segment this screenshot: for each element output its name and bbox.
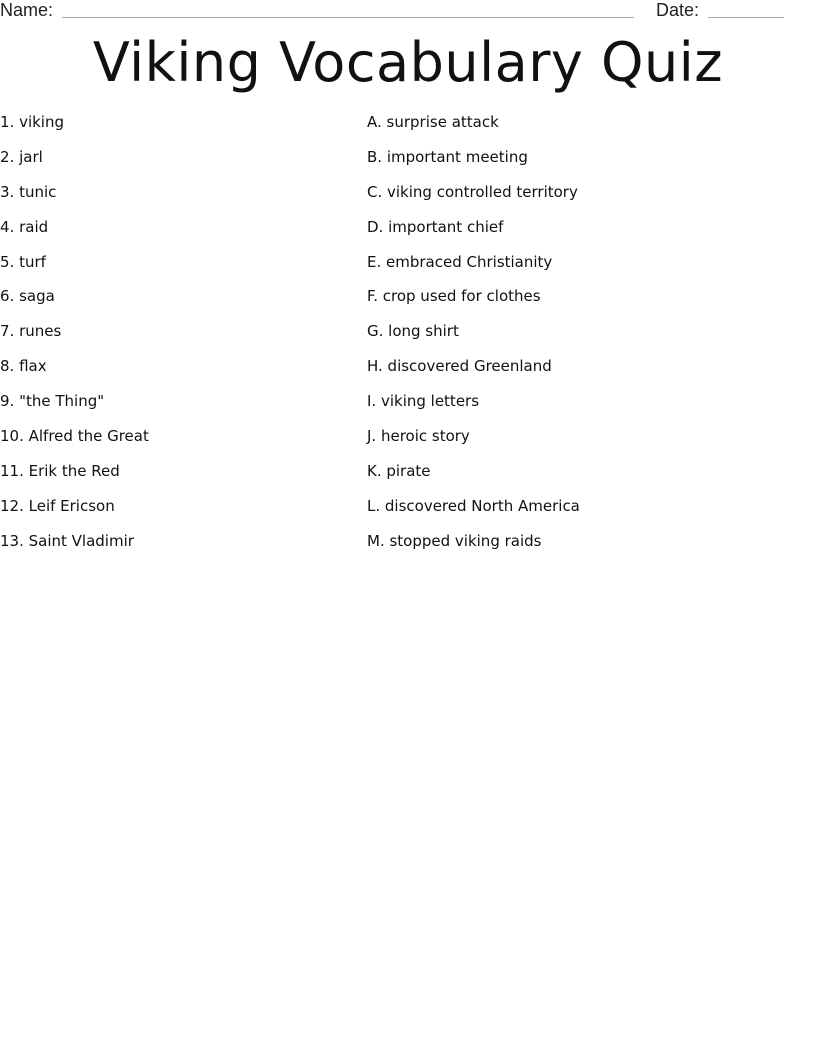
definition-item: E. embraced Christianity [367,252,553,271]
term-item: 8. flax [0,357,47,376]
term-item: 5. turf [0,252,46,271]
definition-item: C. viking controlled territory [367,182,578,201]
definition-item: J. heroic story [367,427,470,446]
definition-item: M. stopped viking raids [367,531,542,550]
definition-item: K. pirate [367,461,431,480]
definition-item: H. discovered Greenland [367,357,552,376]
definition-item: F. crop used for clothes [367,287,541,306]
term-item: 9. "the Thing" [0,392,105,411]
definition-item: G. long shirt [367,322,459,341]
definition-item: D. important chief [367,217,504,236]
term-item: 2. jarl [0,147,43,166]
term-item: 6. saga [0,287,55,306]
definition-item: L. discovered North America [367,496,580,515]
term-item: 11. Erik the Red [0,461,120,480]
term-item: 4. raid [0,217,49,236]
definition-item: I. viking letters [367,392,480,411]
definition-item: A. surprise attack [367,113,499,131]
term-item: 12. Leif Ericson [0,496,115,515]
terms-list [0,111,340,565]
term-item: 3. tunic [0,182,57,201]
definition-item: B. important meeting [367,147,528,166]
name-label: Name: [0,0,54,20]
definitions-list [367,111,807,565]
header-row [0,0,816,24]
page-title: Viking Vocabulary Quiz [92,31,724,94]
term-item: 1. viking [0,113,65,131]
date-blank-line [708,17,784,18]
name-blank-line [62,17,634,18]
term-item: 13. Saint Vladimir [0,531,134,550]
term-item: 7. runes [0,322,62,341]
date-label: Date: [656,0,700,20]
term-item: 10. Alfred the Great [0,427,149,446]
